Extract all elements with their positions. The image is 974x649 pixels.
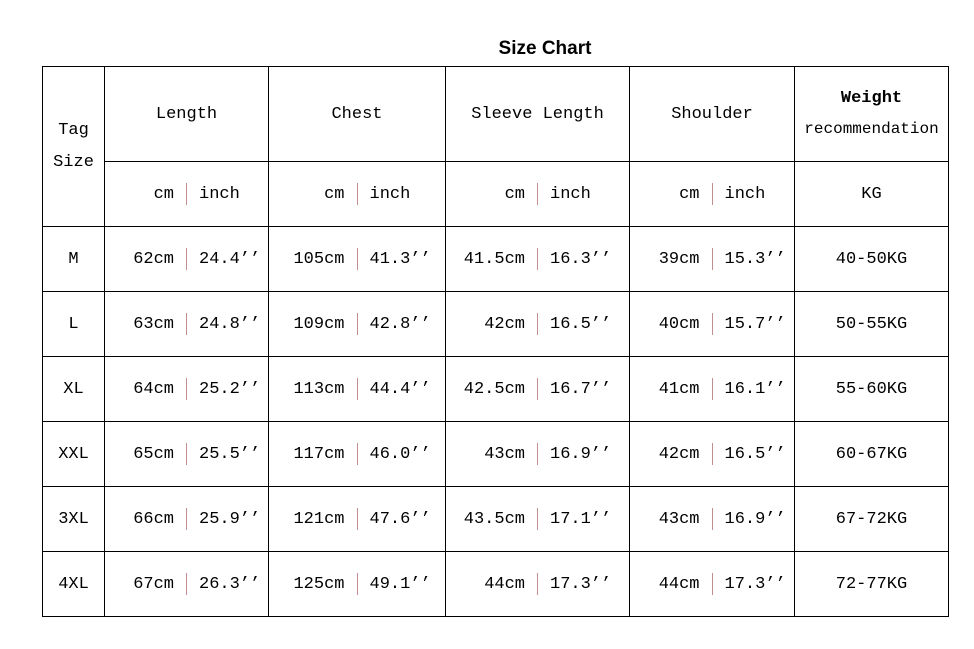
separator-bar — [712, 443, 713, 465]
cell-weight: 55-60KG — [795, 357, 949, 422]
corner-line-size: Size — [53, 152, 94, 172]
separator-bar — [186, 508, 187, 530]
cell-length — [105, 552, 269, 617]
cell-shoulder — [630, 487, 795, 552]
cell-weight: 67-72KG — [795, 487, 949, 552]
separator-bar — [712, 378, 713, 400]
separator-bar — [537, 248, 538, 270]
size-chart-table — [42, 66, 949, 617]
separator-bar — [357, 443, 358, 465]
inch-value: 16.5’’ — [550, 314, 612, 334]
cell-size: 4XL — [43, 552, 105, 617]
cm-value: 42cm — [484, 314, 525, 334]
cm-value: 43.5cm — [463, 509, 525, 529]
separator-bar — [537, 378, 538, 400]
cm-value: 117cm — [293, 444, 345, 464]
cm-value: 43cm — [484, 444, 525, 464]
cell-shoulder — [630, 227, 795, 292]
cm-value: 41cm — [658, 379, 700, 399]
cm-value: 125cm — [293, 574, 345, 594]
separator-bar — [357, 508, 358, 530]
col-header-sleeve-length: Sleeve Length — [446, 67, 630, 162]
table-row — [43, 357, 949, 422]
cell-sleeve-length — [446, 292, 630, 357]
inch-value: 17.3’’ — [724, 574, 786, 594]
separator-bar — [186, 443, 187, 465]
separator-bar — [357, 573, 358, 595]
unit-header-chest — [269, 162, 446, 227]
table-row — [43, 292, 949, 357]
inch-value: 46.0’’ — [369, 444, 431, 464]
corner-header-tag-size — [43, 67, 105, 227]
col-header-length: Length — [105, 67, 269, 162]
cm-value: 105cm — [293, 249, 345, 269]
unit-cm-label: cm — [324, 184, 345, 204]
cell-size: XL — [43, 357, 105, 422]
cell-weight: 40-50KG — [795, 227, 949, 292]
cell-shoulder — [630, 357, 795, 422]
inch-value: 16.9’’ — [550, 444, 612, 464]
inch-value: 16.5’’ — [724, 444, 786, 464]
cell-weight: 72-77KG — [795, 552, 949, 617]
cm-value: 121cm — [293, 509, 345, 529]
inch-value: 25.5’’ — [199, 444, 261, 464]
cell-sleeve-length — [446, 357, 630, 422]
cm-value: 41.5cm — [463, 249, 525, 269]
unit-inch-label: inch — [724, 184, 766, 204]
inch-value: 17.1’’ — [550, 509, 612, 529]
separator-bar — [357, 378, 358, 400]
cell-length — [105, 292, 269, 357]
table-row — [43, 422, 949, 487]
separator-bar — [537, 313, 538, 335]
corner-line-tag: Tag — [58, 120, 89, 140]
cell-length — [105, 422, 269, 487]
cell-chest — [269, 487, 446, 552]
cm-value: 39cm — [658, 249, 700, 269]
cell-sleeve-length — [446, 227, 630, 292]
inch-value: 49.1’’ — [369, 574, 431, 594]
unit-cm-label: cm — [679, 184, 700, 204]
inch-value: 16.3’’ — [550, 249, 612, 269]
cell-shoulder — [630, 422, 795, 487]
col-header-weight-recommendation — [795, 67, 949, 162]
cell-sleeve-length — [446, 422, 630, 487]
cell-chest — [269, 422, 446, 487]
separator-bar — [186, 313, 187, 335]
cell-size: L — [43, 292, 105, 357]
cell-chest — [269, 227, 446, 292]
cell-length — [105, 357, 269, 422]
separator-bar — [712, 313, 713, 335]
cell-shoulder — [630, 552, 795, 617]
inch-value: 25.2’’ — [199, 379, 261, 399]
cell-weight: 50-55KG — [795, 292, 949, 357]
cm-value: 67cm — [133, 574, 174, 594]
cm-value: 63cm — [133, 314, 174, 334]
unit-cm-label: cm — [504, 184, 525, 204]
header-row-labels — [43, 67, 949, 162]
unit-header-shoulder — [630, 162, 795, 227]
separator-bar — [357, 248, 358, 270]
cell-weight: 60-67KG — [795, 422, 949, 487]
unit-inch-label: inch — [550, 184, 591, 204]
col-header-shoulder: Shoulder — [630, 67, 795, 162]
cm-value: 44cm — [658, 574, 700, 594]
cm-value: 43cm — [658, 509, 700, 529]
cm-value: 66cm — [133, 509, 174, 529]
table-row — [43, 487, 949, 552]
inch-value: 25.9’’ — [199, 509, 261, 529]
inch-value: 41.3’’ — [369, 249, 431, 269]
separator-bar — [537, 443, 538, 465]
separator-bar — [712, 183, 713, 205]
inch-value: 16.1’’ — [724, 379, 786, 399]
cm-value: 113cm — [293, 379, 345, 399]
unit-inch-label: inch — [199, 184, 240, 204]
weight-header-line1: Weight — [840, 89, 903, 108]
unit-inch-label: inch — [369, 184, 411, 204]
separator-bar — [712, 573, 713, 595]
cell-size: M — [43, 227, 105, 292]
cm-value: 109cm — [293, 314, 345, 334]
cm-value: 42cm — [658, 444, 700, 464]
cell-sleeve-length — [446, 552, 630, 617]
cell-chest — [269, 552, 446, 617]
header-row-units — [43, 162, 949, 227]
separator-bar — [186, 248, 187, 270]
unit-cm-label: cm — [153, 184, 174, 204]
inch-value: 17.3’’ — [550, 574, 612, 594]
separator-bar — [712, 508, 713, 530]
cell-size: XXL — [43, 422, 105, 487]
inch-value: 16.9’’ — [724, 509, 786, 529]
separator-bar — [537, 183, 538, 205]
cell-chest — [269, 357, 446, 422]
separator-bar — [186, 378, 187, 400]
weight-header-line2: recommendation — [804, 120, 939, 138]
unit-header-sleeve-length — [446, 162, 630, 227]
inch-value: 24.4’’ — [199, 249, 261, 269]
separator-bar — [186, 183, 187, 205]
cm-value: 44cm — [484, 574, 525, 594]
inch-value: 24.8’’ — [199, 314, 261, 334]
inch-value: 44.4’’ — [369, 379, 431, 399]
unit-header-length — [105, 162, 269, 227]
separator-bar — [357, 183, 358, 205]
cm-value: 64cm — [133, 379, 174, 399]
unit-header-kg: KG — [795, 162, 949, 227]
cell-length — [105, 227, 269, 292]
inch-value: 42.8’’ — [369, 314, 431, 334]
separator-bar — [357, 313, 358, 335]
cm-value: 65cm — [133, 444, 174, 464]
col-header-chest: Chest — [269, 67, 446, 162]
separator-bar — [186, 573, 187, 595]
cell-chest — [269, 292, 446, 357]
cell-sleeve-length — [446, 487, 630, 552]
inch-value: 15.7’’ — [724, 314, 786, 334]
cell-size: 3XL — [43, 487, 105, 552]
inch-value: 15.3’’ — [724, 249, 786, 269]
inch-value: 16.7’’ — [550, 379, 612, 399]
separator-bar — [537, 573, 538, 595]
page-title: Size Chart — [498, 38, 592, 59]
cm-value: 62cm — [133, 249, 174, 269]
cm-value: 42.5cm — [463, 379, 525, 399]
inch-value: 26.3’’ — [199, 574, 261, 594]
cell-length — [105, 487, 269, 552]
separator-bar — [712, 248, 713, 270]
cell-shoulder — [630, 292, 795, 357]
table-row — [43, 227, 949, 292]
table-row — [43, 552, 949, 617]
inch-value: 47.6’’ — [369, 509, 431, 529]
separator-bar — [537, 508, 538, 530]
cm-value: 40cm — [658, 314, 700, 334]
